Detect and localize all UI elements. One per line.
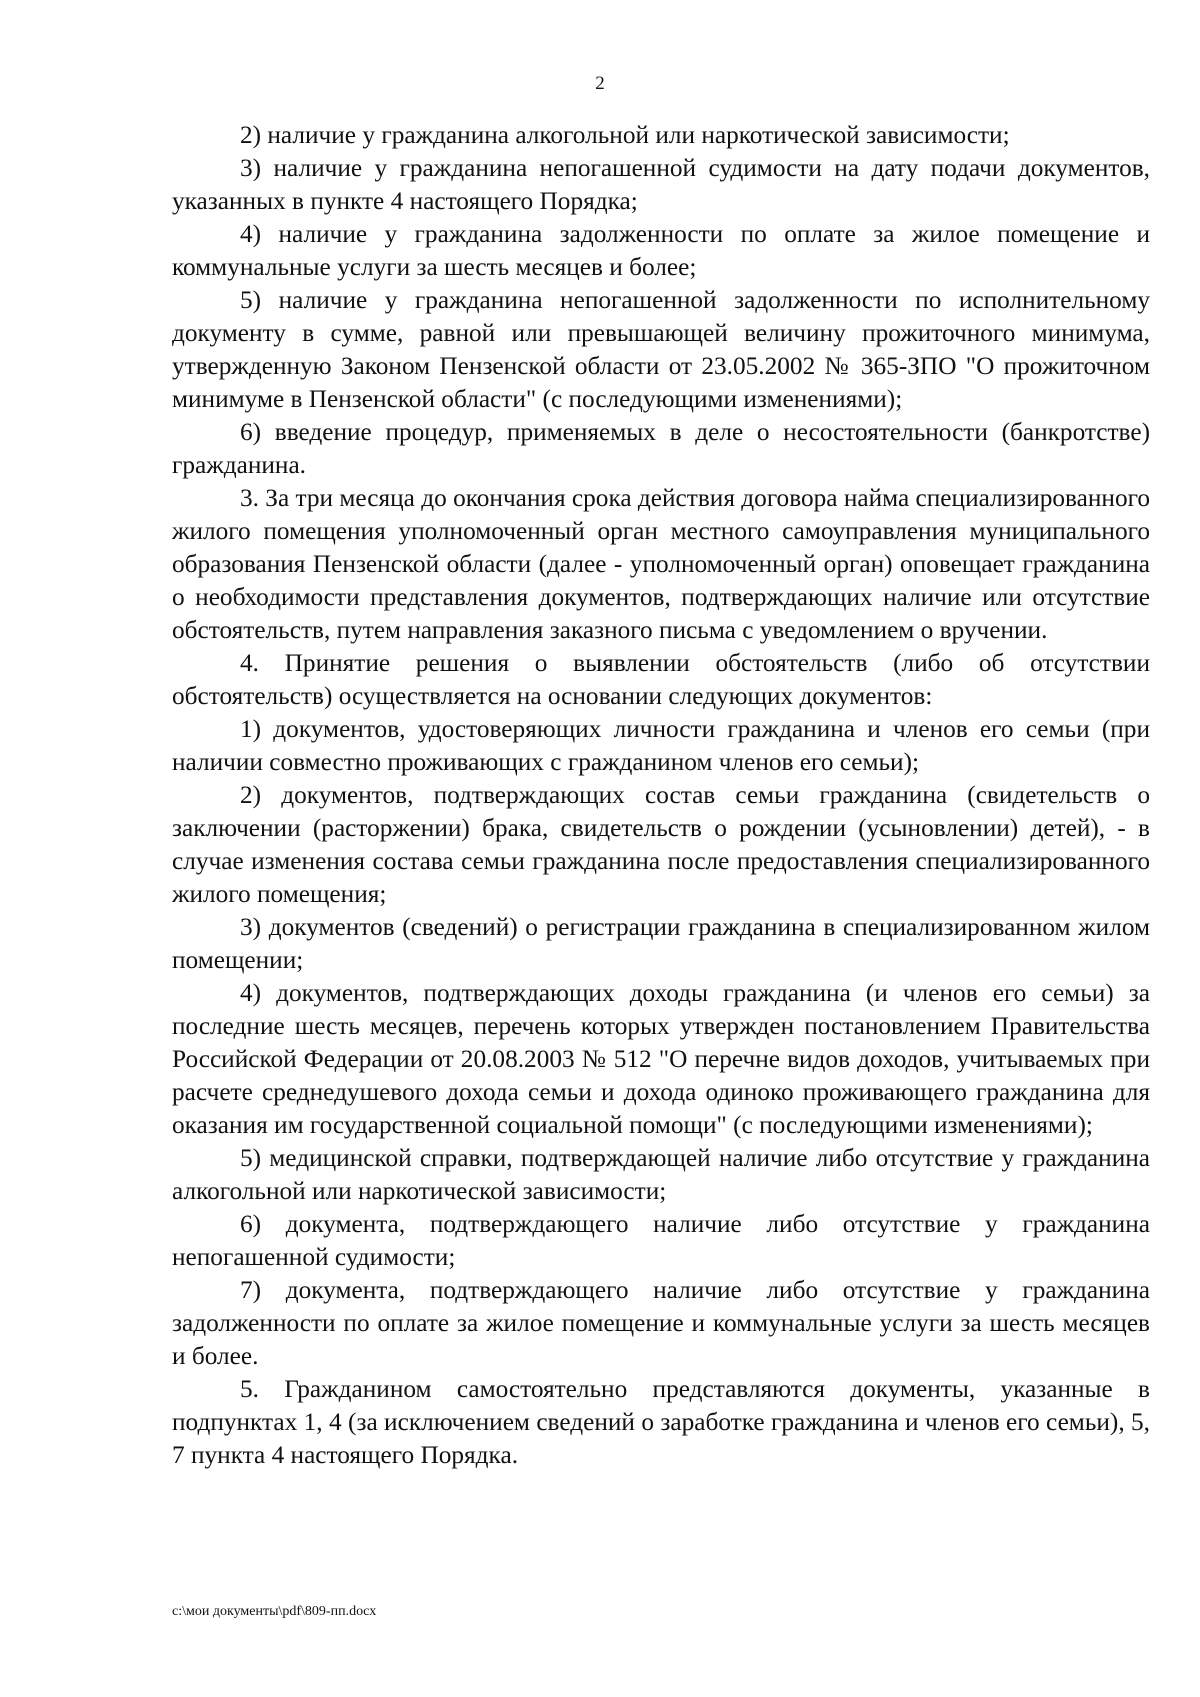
paragraph-item-2-5: 5) наличие у гражданина непогашенной задолженности по исполнительному документу в сумме, равной или превышающей величину прожиточного минимума, утвержденную Законом Пензенской области от 23.05.2002 № 365-ЗПО "О прожиточном минимуме в Пензенской области" (с последующими изменениями); — [172, 286, 1150, 413]
paragraph-item-2-6: 6) введение процедур, применяемых в деле о несостоятельности (банкротстве) гражданина. — [172, 418, 1150, 479]
footer-file-path: c:\мои документы\pdf\809-пп.docx — [172, 1604, 377, 1619]
paragraph-item-2-4: 4) наличие у гражданина задолженности по оплате за жилое помещение и коммунальные услуги за шесть месяцев и более; — [172, 220, 1150, 281]
paragraph-item-4-4: 4) документов, подтверждающих доходы гражданина (и членов его семьи) за последние шесть месяцев, перечень которых утвержден постановлением Правительства Российской Федерации от 20.08.2003 № 512 "О перечне видов доходов, учитываемых при расчете среднедушевого дохода семьи и дохода одиноко проживающего гражданина для оказания им государственной социальной помощи" (с последующими изменениями); — [172, 979, 1150, 1139]
paragraph-item-4-2: 2) документов, подтверждающих состав семьи гражданина (свидетельств о заключении (расторжении) брака, свидетельств о рождении (усыновлении) детей), - в случае изменения состава семьи гражданина после предоставления специализированного жилого помещения; — [172, 781, 1150, 908]
paragraph-item-4-5: 5) медицинской справки, подтверждающей наличие либо отсутствие у гражданина алкогольной или наркотической зависимости; — [172, 1144, 1150, 1205]
paragraph-item-2-2: 2) наличие у гражданина алкогольной или наркотической зависимости; — [240, 121, 1010, 149]
paragraph-clause-3: 3. За три месяца до окончания срока действия договора найма специализированного жилого помещения уполномоченный орган местного самоуправления муниципального образования Пензенской области (далее - уполномоченный орган) оповещает гражданина о необходимости представления документов, подтверждающих наличие или отсутствие обстоятельств, путем направления заказного письма с уведомлением о вручении. — [172, 484, 1150, 644]
paragraph-item-4-7: 7) документа, подтверждающего наличие либо отсутствие у гражданина задолженности по оплате за жилое помещение и коммунальные услуги за шесть месяцев и более. — [172, 1276, 1150, 1370]
paragraph-item-4-6: 6) документа, подтверждающего наличие либо отсутствие у гражданина непогашенной судимости; — [172, 1210, 1150, 1271]
paragraph-item-4-1: 1) документов, удостоверяющих личности гражданина и членов его семьи (при наличии совместно проживающих с гражданином членов его семьи); — [172, 715, 1150, 776]
paragraph-clause-5: 5. Гражданином самостоятельно представляются документы, указанные в подпунктах 1, 4 (за исключением сведений о заработке гражданина и членов его семьи), 5, 7 пункта 4 настоящего Порядка. — [172, 1375, 1150, 1469]
document-body — [172, 119, 1150, 1472]
paragraph-item-2-3: 3) наличие у гражданина непогашенной судимости на дату подачи документов, указанных в пункте 4 настоящего Порядка; — [172, 154, 1150, 215]
page-number: 2 — [595, 73, 605, 94]
paragraph-item-4-3: 3) документов (сведений) о регистрации гражданина в специализированном жилом помещении; — [172, 913, 1150, 974]
paragraph-clause-4: 4. Принятие решения о выявлении обстоятельств (либо об отсутствии обстоятельств) осуществляется на основании следующих документов: — [172, 649, 1150, 710]
